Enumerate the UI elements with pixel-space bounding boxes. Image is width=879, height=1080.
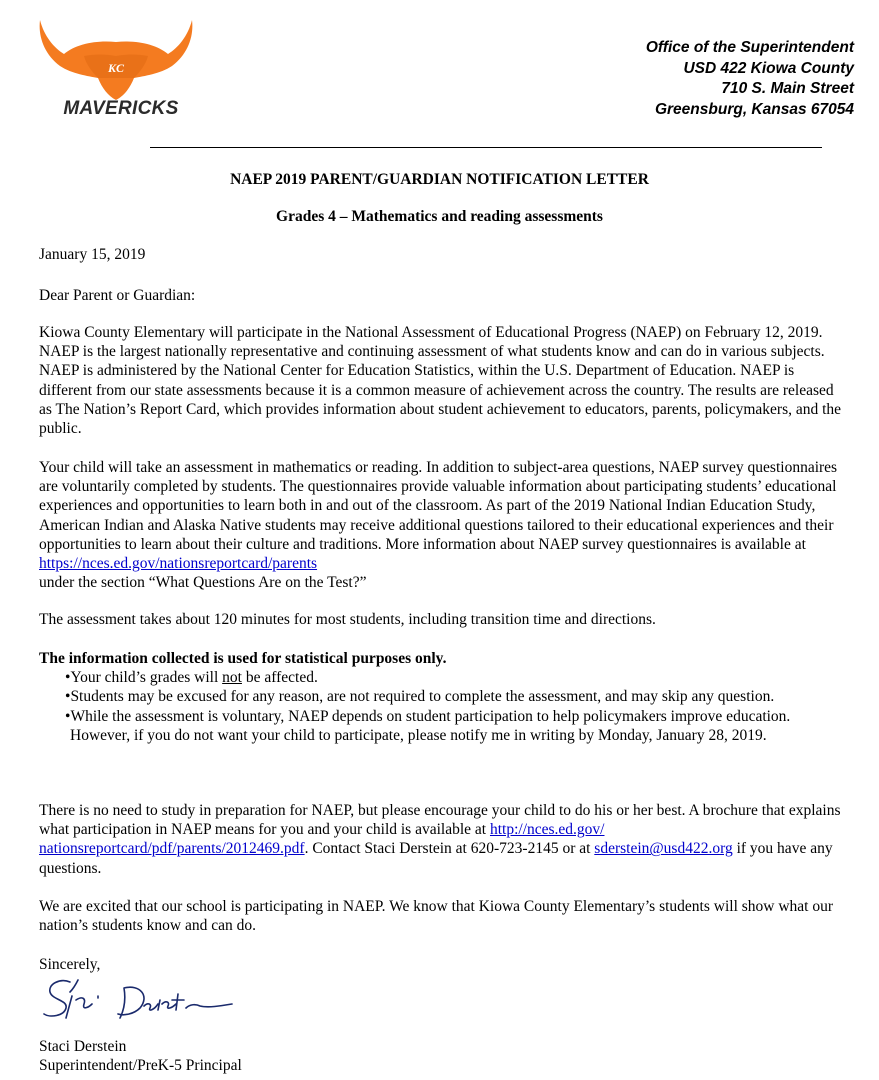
- paragraph-text: Your child will take an assessment in mathematics or reading. In addition to subject-area questions, NAEP survey questionnaires are voluntarily completed by students. The questionnaires provide valuable information about participating students’ educational experiences and opportunities to learn both in and out of the classroom. As part of the 2019 National Indian Education Study, American Indian and Alaska Native students may receive additional questions tailored to their educational experiences and their opportunities to learn about their culture and traditions. More information about NAEP survey questionnaires is available at: [39, 459, 838, 553]
- paragraph-assessment: [39, 458, 849, 592]
- office-address: [646, 38, 854, 120]
- bullet-item: •Students may be excused for any reason, are not required to complete the assessment, and may skip any question.: [65, 688, 775, 706]
- signer-name: Staci Derstein: [39, 1038, 127, 1055]
- signature-image: [40, 970, 250, 1028]
- brochure-link[interactable]: http://nces.ed.gov/ nationsreportcard/pdf/parents/2012469.pdf: [39, 821, 605, 858]
- bullet-icon: •: [65, 707, 71, 725]
- closing: Sincerely,: [39, 956, 101, 973]
- longhorn-logo-icon: [36, 14, 196, 104]
- bullet-item: •While the assessment is voluntary, NAEP depends on student participation to help policymakers improve education. However, if you do not want your child to participate, please notify me in writing by Monday, January 28, 2019.: [65, 707, 791, 744]
- bullet-icon: •: [65, 669, 71, 687]
- paragraph-closing: We are excited that our school is participating in NAEP. We know that Kiowa County Elementary’s students will show what our nation’s students know and can do.: [39, 898, 834, 935]
- paragraph-text: under the section “What Questions Are on the Test?”: [39, 574, 367, 592]
- mavericks-logo: [36, 14, 196, 124]
- email-link[interactable]: sderstein@usd422.org: [594, 840, 733, 858]
- letter-subtitle: Grades 4 – Mathematics and reading assessments: [276, 208, 603, 225]
- salutation: Dear Parent or Guardian:: [39, 287, 196, 304]
- paragraph-duration: The assessment takes about 120 minutes for most students, including transition time and directions.: [39, 611, 656, 628]
- bullet-item: •Your child’s grades will not be affected.: [65, 669, 318, 687]
- letter-date: January 15, 2019: [39, 246, 146, 263]
- info-section: [39, 649, 849, 745]
- bullet-icon: •: [65, 688, 71, 706]
- letter-title: NAEP 2019 PARENT/GUARDIAN NOTIFICATION LETTER: [230, 171, 649, 188]
- signer-role: Superintendent/PreK-5 Principal: [39, 1057, 242, 1074]
- emphasis-not: not: [222, 669, 242, 687]
- logo-text: MAVERICKS: [63, 98, 179, 119]
- office-line: 710 S. Main Street: [721, 80, 854, 97]
- header-divider: [150, 147, 822, 148]
- paragraph-brochure: There is no need to study in preparation for NAEP, but please encourage your child to do his or her best. A brochure that explains what participation in NAEP means for you and your child is available at http://nces.ed.gov/ nationsreportcard/pdf/parents/2012469.pdf. Contact Staci Derstein at 620-723-2145 or at sderstein@usd422.org if you have any questions.: [39, 802, 841, 877]
- office-line: Office of the Superintendent: [645, 39, 854, 56]
- office-line: Greensburg, Kansas 67054: [654, 100, 854, 118]
- parents-link[interactable]: https://nces.ed.gov/nationsreportcard/parents: [39, 555, 318, 573]
- paragraph-intro: Kiowa County Elementary will participate in the National Assessment of Educational Progress (NAEP) on February 12, 2019. NAEP is the largest nationally representative and continuing assessment of what students know and can do in various subjects. NAEP is administered by the National Center for Education Statistics, within the U.S. Department of Education. NAEP is different from our state assessments because it is a common measure of achievement across the country. The results are released as The Nation’s Report Card, which provides information about student achievement to educators, parents, policymakers, and the public.: [39, 324, 842, 438]
- office-line: USD 422 Kiowa County: [683, 59, 854, 77]
- svg-text:KC: KC: [107, 61, 125, 75]
- info-heading: The information collected is used for statistical purposes only.: [39, 650, 447, 667]
